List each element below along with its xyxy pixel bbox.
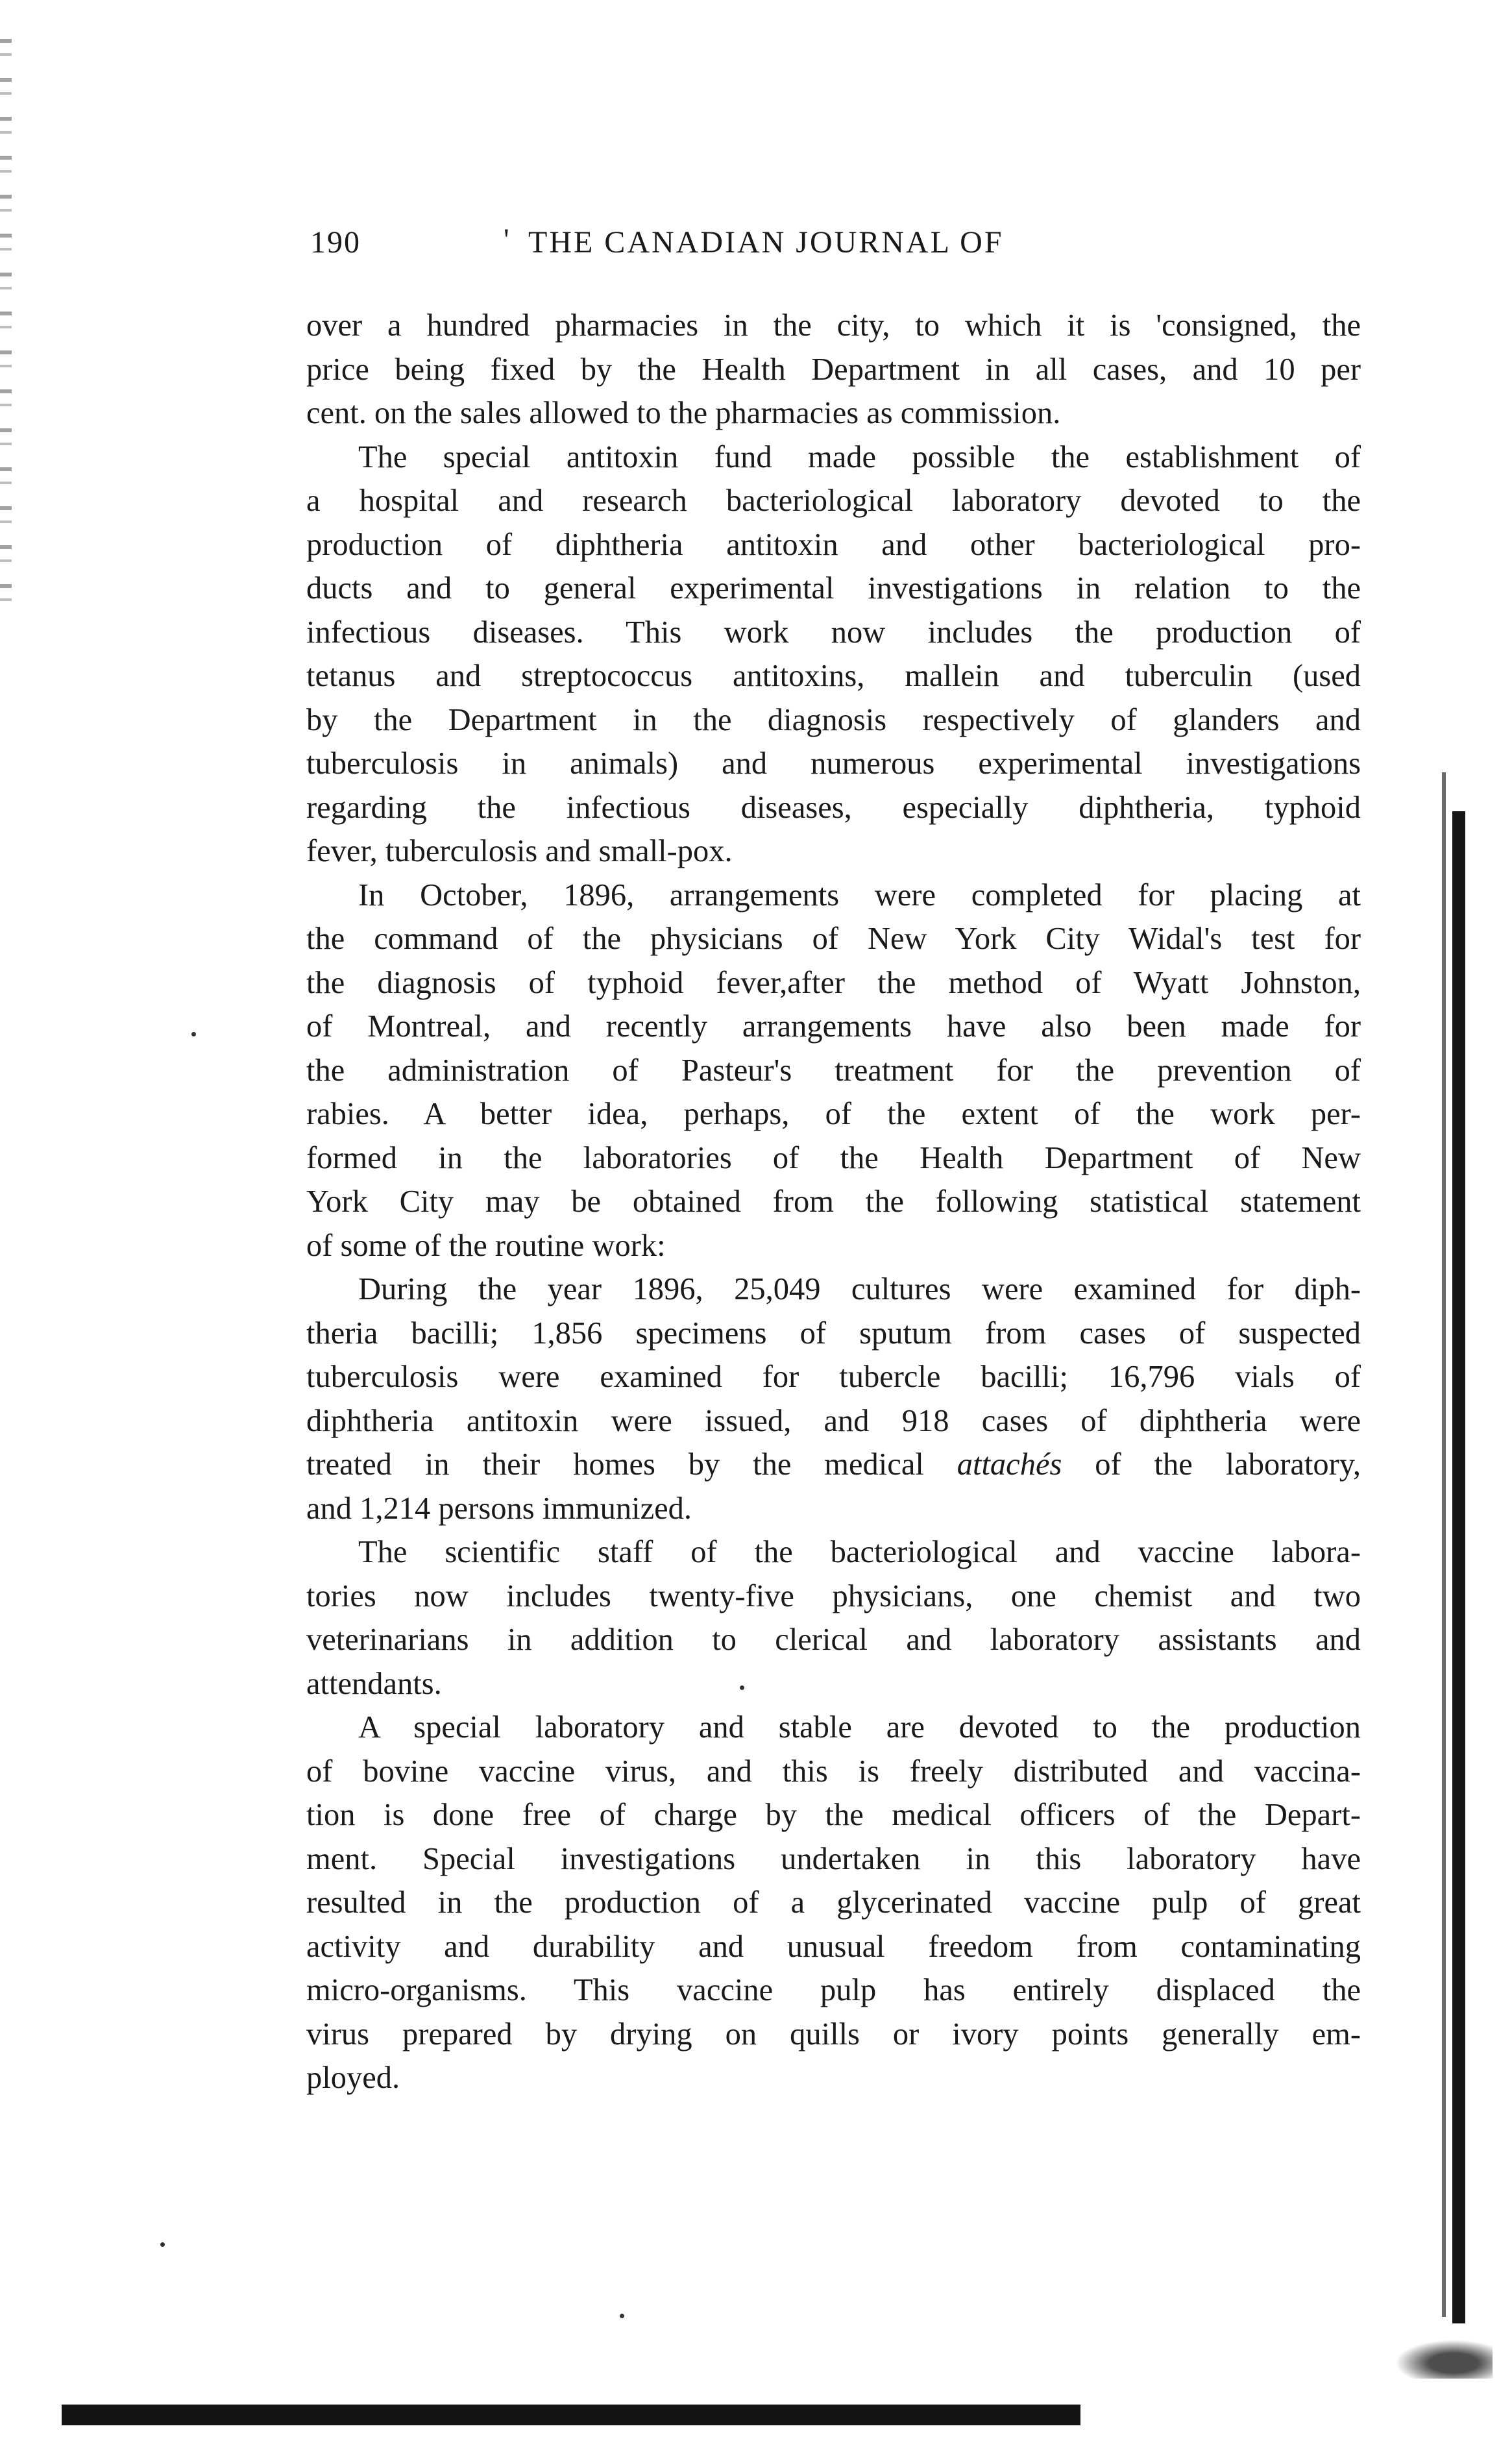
text-line: activity and durability and unusual freedom from contaminating [306, 1929, 1361, 1964]
running-head [310, 225, 1186, 263]
text-line: the command of the physicians of New York City Widal's test for [306, 922, 1361, 956]
scan-right-bar-artifact [1452, 811, 1465, 2323]
text-segment: of the laboratory, [1095, 1447, 1361, 1482]
scan-corner-artifact [1395, 2340, 1493, 2379]
scan-speck [160, 2242, 165, 2247]
text-line: of Montreal, and recently arrangements have also been made for [306, 1009, 1361, 1044]
scan-right-shadow [1442, 772, 1446, 2317]
scan-speck [620, 2314, 624, 2318]
text-line: regarding the infectious diseases, especially diphtheria, typhoid [306, 790, 1361, 825]
italic-term: attachés [957, 1447, 1062, 1482]
text-line: ment. Special investigations undertaken in this laboratory have [306, 1841, 1361, 1876]
text-line: tuberculosis in animals) and numerous experimental investigations [306, 746, 1361, 781]
journal-title: THE CANADIAN JOURNAL OF [528, 225, 1004, 260]
text-line: virus prepared by drying on quills or ivory points generally em- [306, 2016, 1361, 2051]
text-line: formed in the laboratories of the Health Department of New [306, 1140, 1361, 1175]
text-line: diphtheria antitoxin were issued, and 918 cases of diphtheria were [306, 1403, 1361, 1438]
paragraph-5 [306, 1530, 1361, 1706]
page-number: 190 [310, 225, 361, 260]
text-line: of bovine vaccine virus, and this is freely distributed and vaccina- [306, 1754, 1361, 1789]
article-body [306, 304, 1361, 2100]
text-line: ployed. [306, 2061, 400, 2095]
paragraph-3 [306, 874, 1361, 1268]
paragraph-1 [306, 304, 1361, 435]
text-line: by the Department in the diagnosis respectively of glanders and [306, 702, 1361, 737]
printer-mark: ' [504, 223, 511, 257]
text-line: York City may be obtained from the following statistical statement [306, 1184, 1361, 1219]
text-line: ducts and to general experimental investigations in relation to the [306, 571, 1361, 606]
text-line: resulted in the production of a glycerinated vaccine pulp of great [306, 1885, 1361, 1920]
text-line: the administration of Pasteur's treatment for the prevention of [306, 1053, 1361, 1088]
text-segment: treated in their homes by the medical [306, 1447, 924, 1482]
text-line: During the year 1896, 25,049 cultures were examined for diph- [358, 1272, 1361, 1306]
paragraph-4 [306, 1267, 1361, 1530]
scan-edge-artifact [0, 39, 12, 623]
text-line: The special antitoxin fund made possible the establishment of [358, 439, 1361, 474]
text-line: infectious diseases. This work now includes the production of [306, 615, 1361, 650]
paragraph-2 [306, 435, 1361, 874]
paragraph-6 [306, 1706, 1361, 2100]
text-line: A special laboratory and stable are devoted to the production [358, 1710, 1361, 1745]
text-line: and 1,214 persons immunized. [306, 1491, 692, 1526]
scan-bottom-bar-artifact [62, 2405, 1080, 2425]
text-line: veterinarians in addition to clerical and laboratory assistants and [306, 1623, 1361, 1657]
text-line: In October, 1896, arrangements were completed for placing at [358, 877, 1361, 912]
text-line: tories now includes twenty-five physicians, one chemist and two [306, 1578, 1361, 1613]
text-line: attendants. [306, 1666, 442, 1701]
text-line: cent. on the sales allowed to the pharmacies as commission. [306, 396, 1061, 430]
text-line: over a hundred pharmacies in the city, to which it is 'consigned, the [306, 308, 1361, 343]
text-line: The scientific staff of the bacteriological and vaccine labora- [358, 1535, 1361, 1569]
text-line: of some of the routine work: [306, 1228, 666, 1263]
text-line: tetanus and streptococcus antitoxins, mallein and tuberculin (used [306, 659, 1361, 693]
text-line: fever, tuberculosis and small-pox. [306, 834, 733, 868]
scan-speck [191, 1032, 196, 1036]
text-line: price being fixed by the Health Department in all cases, and 10 per [306, 352, 1361, 387]
text-line: a hospital and research bacteriological laboratory devoted to the [306, 484, 1361, 518]
text-line: the diagnosis of typhoid fever,after the method of Wyatt Johnston, [306, 965, 1361, 1000]
text-line: rabies. A better idea, perhaps, of the extent of the work per- [306, 1097, 1361, 1131]
text-line: theria bacilli; 1,856 specimens of sputum from cases of suspected [306, 1316, 1361, 1351]
text-line: production of diphtheria antitoxin and other bacteriological pro- [306, 527, 1361, 562]
text-line: tion is done free of charge by the medical officers of the Depart- [306, 1798, 1361, 1832]
text-line: micro-organisms. This vaccine pulp has entirely displaced the [306, 1973, 1361, 2007]
text-line: tuberculosis were examined for tubercle bacilli; 16,796 vials of [306, 1360, 1361, 1394]
text-line-with-italic [306, 1443, 1361, 1487]
